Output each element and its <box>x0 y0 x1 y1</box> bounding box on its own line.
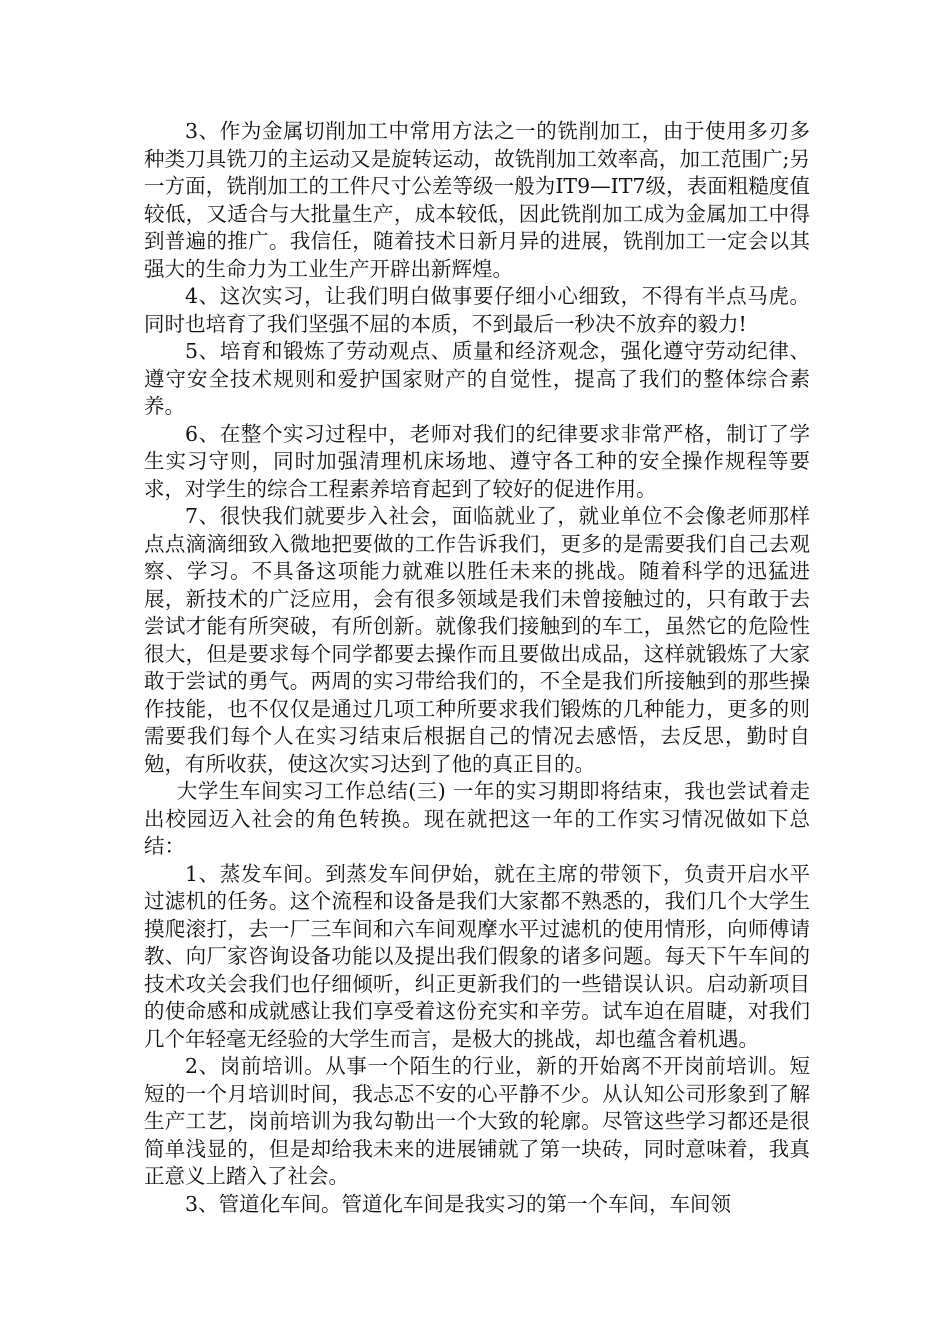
paragraph-1-evaporation: 1、蒸发车间。到蒸发车间伊始，就在主席的带领下，负责开启水平过滤机的任务。这个流程和设备是我们大家都不熟悉的，我们几个大学生摸爬滚打，去一厂三车间和六车间观摩水平过滤机的使用情形，向师傅请教、向厂家咨询设备功能以及提出我们假象的诸多问题。每天下午车间的技术攻关会我们也仔细倾听，纠正更新我们的一些错误认识。启动新项目的使命感和成就感让我们享受着这份充实和辛劳。试车迫在眉睫，对我们几个年轻毫无经验的大学生而言，是极大的挑战，却也蕴含着机遇。 <box>144 861 810 1051</box>
paragraph-2-training: 2、岗前培训。从事一个陌生的行业，新的开始离不开岗前培训。短短的一个月培训时间，我忐忑不安的心平静不少。从认知公司形象到了解生产工艺，岗前培训为我勾勒出一个大致的轮廓。尽管这些学习都还是很简单浅显的，但是却给我未来的进展铺就了第一块砖，同时意味着，我真正意义上踏入了社会。 <box>144 1054 810 1188</box>
paragraph-3-milling: 3、作为金属切削加工中常用方法之一的铣削加工，由于使用多刃多种类刀具铣刀的主运动又是旋转运动，故铣削加工效率高，加工范围广;另一方面，铣削加工的工件尺寸公差等级一般为IT9—IT7级，表面粗糙度值较低，又适合与大批量生产，成本较低，因此铣削加工成为金属加工中得到普遍的推广。我信任，随着技术日新月异的进展，铣削加工一定会以其强大的生命力为工业生产开辟出新辉煌。 <box>144 119 810 281</box>
paragraph-7-society: 7、很快我们就要步入社会，面临就业了，就业单位不会像老师那样点点滴滴细致入微地把要做的工作告诉我们，更多的是需要我们自己去观察、学习。不具备这项能力就难以胜任未来的挑战。随着科学的迅猛进展，新技术的广泛应用，会有很多领域是我们未曾接触过的，只有敢于去尝试才能有所突破，有所创新。就像我们接触到的车工，虽然它的危险性很大，但是要求每个同学都要去操作而且要做出成品，这样就锻炼了大家敢于尝试的勇气。两周的实习带给我们的，不全是我们所接触到的那些操作技能，也不仅仅是通过几项工种所要求我们锻炼的几种能力，更多的则需要我们每个人在实习结束后根据自己的情况去感悟，去反思，勤时自勉，有所收获，使这次实习达到了他的真正目的。 <box>144 504 810 776</box>
paragraph-6-discipline: 6、在整个实习过程中，老师对我们的纪律要求非常严格，制订了学生实习守则，同时加强清理机床场地、遵守各工种的安全操作规程等要求，对学生的综合工程素养培育起到了较好的促进作用。 <box>144 421 810 501</box>
paragraph-4-carefulness: 4、这次实习，让我们明白做事要仔细小心细致，不得有半点马虎。同时也培育了我们坚强不屈的本质，不到最后一秒决不放弃的毅力! <box>144 284 810 336</box>
paragraph-3-pipeline: 3、管道化车间。管道化车间是我实习的第一个车间，车间领 <box>185 1191 732 1216</box>
paragraph-summary-three: 大学生车间实习工作总结(三) 一年的实习期即将结束，我也尝试着走出校园迈入社会的角色转换。现在就把这一年的工作实习情况做如下总结： <box>144 779 810 858</box>
document-page <box>144 118 810 1218</box>
paragraph-5-labor-values: 5、培育和锻炼了劳动观点、质量和经济观念，强化遵守劳动纪律、遵守安全技术规则和爱护国家财产的自觉性，提高了我们的整体综合素养。 <box>144 339 810 418</box>
